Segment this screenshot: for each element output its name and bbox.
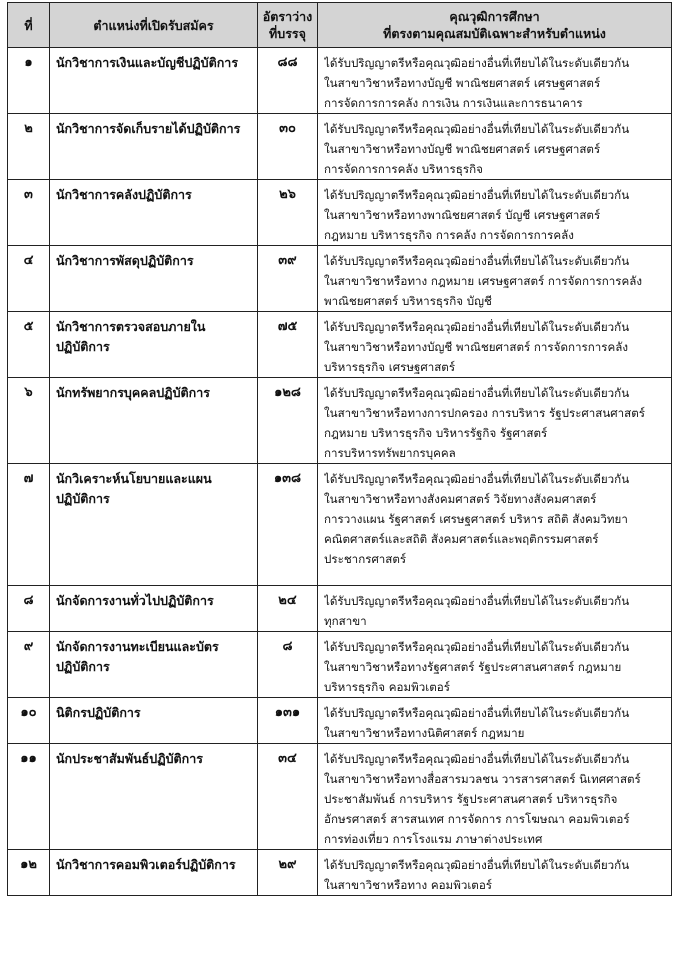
position-cell bbox=[50, 48, 258, 114]
header-count: อัตราว่าง ที่บรรจุ bbox=[258, 3, 318, 48]
row-number: ๕ bbox=[8, 312, 50, 378]
education-line: ในสาขาวิชาหรือทางสังคมศาสตร์ วิจัยทางสังคมศาสตร์ bbox=[324, 492, 597, 506]
document-page bbox=[7, 2, 671, 954]
education-cell bbox=[318, 698, 672, 744]
position-name-line: นักวิชาการพัสดุปฏิบัติการ bbox=[56, 253, 194, 268]
position-name-line: นักทรัพยากรบุคคลปฏิบัติการ bbox=[56, 385, 210, 400]
education-line: การวางแผน รัฐศาสตร์ เศรษฐศาสตร์ บริหาร สถิติ สังคมวิทยา bbox=[324, 512, 628, 526]
header-education: คุณวุฒิการศึกษา ที่ตรงตามคุณสมบัติเฉพาะสำหรับตำแหน่ง bbox=[318, 3, 672, 48]
vacancy-count: ๓๔ bbox=[258, 744, 318, 850]
education-line: ได้รับปริญญาตรีหรือคุณวุฒิอย่างอื่นที่เทียบได้ในระดับเดียวกัน bbox=[324, 472, 630, 486]
row-number: ๑๐ bbox=[8, 698, 50, 744]
education-line: ได้รับปริญญาตรีหรือคุณวุฒิอย่างอื่นที่เทียบได้ในระดับเดียวกัน bbox=[324, 640, 630, 654]
position-name-line: นักวิชาการจัดเก็บรายได้ปฏิบัติการ bbox=[56, 121, 241, 136]
row-number: ๑ bbox=[8, 48, 50, 114]
table-row bbox=[8, 378, 672, 464]
vacancy-count: ๑๒๘ bbox=[258, 378, 318, 464]
position-name-line: นักวิชาการคอมพิวเตอร์ปฏิบัติการ bbox=[56, 857, 236, 872]
education-cell bbox=[318, 312, 672, 378]
vacancy-count: ๓๙ bbox=[258, 246, 318, 312]
education-line: ได้รับปริญญาตรีหรือคุณวุฒิอย่างอื่นที่เทียบได้ในระดับเดียวกัน bbox=[324, 386, 630, 400]
position-name-line: นักวิชาการคลังปฏิบัติการ bbox=[56, 187, 192, 202]
row-number: ๑๑ bbox=[8, 744, 50, 850]
position-name-line: นักวิชาการตรวจสอบภายใน bbox=[56, 319, 206, 334]
education-line: ในสาขาวิชาหรือทางสื่อสารมวลชน วารสารศาสตร์ นิเทศศาสตร์ bbox=[324, 772, 641, 786]
education-cell bbox=[318, 246, 672, 312]
vacancy-count: ๒๔ bbox=[258, 586, 318, 632]
table-row bbox=[8, 698, 672, 744]
education-line: ได้รับปริญญาตรีหรือคุณวุฒิอย่างอื่นที่เทียบได้ในระดับเดียวกัน bbox=[324, 254, 630, 268]
education-line: ในสาขาวิชาหรือทางพาณิชยศาสตร์ บัญชี เศรษฐศาสตร์ bbox=[324, 208, 601, 222]
table-body bbox=[8, 48, 672, 896]
row-number: ๑๒ bbox=[8, 850, 50, 896]
position-cell bbox=[50, 312, 258, 378]
education-line: ได้รับปริญญาตรีหรือคุณวุฒิอย่างอื่นที่เทียบได้ในระดับเดียวกัน bbox=[324, 56, 630, 70]
position-cell bbox=[50, 180, 258, 246]
position-name-line: นักจัดการงานทะเบียนและบัตร bbox=[56, 639, 219, 654]
position-cell bbox=[50, 744, 258, 850]
vacancy-count: ๘ bbox=[258, 632, 318, 698]
row-number: ๖ bbox=[8, 378, 50, 464]
position-cell bbox=[50, 632, 258, 698]
education-line: ได้รับปริญญาตรีหรือคุณวุฒิอย่างอื่นที่เทียบได้ในระดับเดียวกัน bbox=[324, 320, 630, 334]
education-line: ในสาขาวิชาหรือทาง คอมพิวเตอร์ bbox=[324, 878, 493, 892]
education-line: ในสาขาวิชาหรือทางบัญชี พาณิชยศาสตร์ การจัดการการคลัง bbox=[324, 340, 629, 354]
table-row bbox=[8, 464, 672, 586]
vacancy-count: ๑๓๘ bbox=[258, 464, 318, 586]
position-cell bbox=[50, 586, 258, 632]
position-cell bbox=[50, 378, 258, 464]
row-number: ๗ bbox=[8, 464, 50, 586]
vacancy-count: ๒๙ bbox=[258, 850, 318, 896]
position-name-line: นักวิชาการเงินและบัญชีปฏิบัติการ bbox=[56, 55, 239, 70]
table-row bbox=[8, 586, 672, 632]
education-line: กฎหมาย บริหารธุรกิจ บริหารรัฐกิจ รัฐศาสตร์ bbox=[324, 426, 548, 440]
education-line: การท่องเที่ยว การโรงแรม ภาษาต่างประเทศ bbox=[324, 832, 543, 846]
education-line: การจัดการการคลัง การเงิน การเงินและการธนาคาร bbox=[324, 96, 583, 110]
education-line: บริหารธุรกิจ เศรษฐศาสตร์ bbox=[324, 360, 456, 374]
education-line: ประชากรศาสตร์ bbox=[324, 552, 407, 566]
education-cell bbox=[318, 632, 672, 698]
row-number: ๓ bbox=[8, 180, 50, 246]
row-number: ๙ bbox=[8, 632, 50, 698]
education-cell bbox=[318, 744, 672, 850]
education-line: บริหารธุรกิจ คอมพิวเตอร์ bbox=[324, 680, 450, 694]
header-no: ที่ bbox=[8, 3, 50, 48]
position-name-line: ปฏิบัติการ bbox=[56, 659, 110, 674]
education-line: การจัดการการคลัง บริหารธุรกิจ bbox=[324, 162, 483, 176]
table-row bbox=[8, 850, 672, 896]
row-number: ๘ bbox=[8, 586, 50, 632]
education-line: ในสาขาวิชาหรือทางการปกครอง การบริหาร รัฐประศาสนศาสตร์ bbox=[324, 406, 645, 420]
education-line: ได้รับปริญญาตรีหรือคุณวุฒิอย่างอื่นที่เทียบได้ในระดับเดียวกัน bbox=[324, 706, 630, 720]
education-cell bbox=[318, 464, 672, 586]
position-cell bbox=[50, 698, 258, 744]
education-line: ทุกสาขา bbox=[324, 614, 367, 628]
education-line: พาณิชยศาสตร์ บริหารธุรกิจ บัญชี bbox=[324, 294, 492, 308]
row-number: ๒ bbox=[8, 114, 50, 180]
position-name-line: ปฏิบัติการ bbox=[56, 491, 110, 506]
row-number: ๔ bbox=[8, 246, 50, 312]
vacancy-count: ๗๕ bbox=[258, 312, 318, 378]
education-cell bbox=[318, 48, 672, 114]
education-line: ได้รับปริญญาตรีหรือคุณวุฒิอย่างอื่นที่เทียบได้ในระดับเดียวกัน bbox=[324, 752, 630, 766]
education-line: ในสาขาวิชาหรือทางบัญชี พาณิชยศาสตร์ เศรษฐศาสตร์ bbox=[324, 76, 601, 90]
education-line: ได้รับปริญญาตรีหรือคุณวุฒิอย่างอื่นที่เทียบได้ในระดับเดียวกัน bbox=[324, 188, 630, 202]
qualification-table bbox=[7, 2, 672, 896]
vacancy-count: ๓๐ bbox=[258, 114, 318, 180]
table-row bbox=[8, 632, 672, 698]
table-row bbox=[8, 744, 672, 850]
education-line: ประชาสัมพันธ์ การบริหาร รัฐประศาสนศาสตร์ บริหารธุรกิจ bbox=[324, 792, 618, 806]
position-name-line: ปฏิบัติการ bbox=[56, 339, 110, 354]
education-cell bbox=[318, 378, 672, 464]
education-cell bbox=[318, 114, 672, 180]
education-cell bbox=[318, 586, 672, 632]
table-row bbox=[8, 246, 672, 312]
position-cell bbox=[50, 114, 258, 180]
education-line: คณิตศาสตร์และสถิติ สังคมศาสตร์และพฤติกรรมศาสตร์ bbox=[324, 532, 599, 546]
position-name-line: นักวิเคราะห์นโยบายและแผน bbox=[56, 471, 212, 486]
position-cell bbox=[50, 850, 258, 896]
table-row bbox=[8, 312, 672, 378]
education-line: กฎหมาย บริหารธุรกิจ การคลัง การจัดการการคลัง bbox=[324, 228, 574, 242]
vacancy-count: ๒๖ bbox=[258, 180, 318, 246]
education-line: ในสาขาวิชาหรือทาง กฎหมาย เศรษฐศาสตร์ การจัดการการคลัง bbox=[324, 274, 642, 288]
education-line: ได้รับปริญญาตรีหรือคุณวุฒิอย่างอื่นที่เทียบได้ในระดับเดียวกัน bbox=[324, 594, 630, 608]
table-header-row bbox=[8, 3, 672, 48]
table-row bbox=[8, 180, 672, 246]
vacancy-count: ๑๓๑ bbox=[258, 698, 318, 744]
position-cell bbox=[50, 464, 258, 586]
education-line: การบริหารทรัพยากรบุคคล bbox=[324, 446, 456, 460]
education-line: ได้รับปริญญาตรีหรือคุณวุฒิอย่างอื่นที่เทียบได้ในระดับเดียวกัน bbox=[324, 858, 630, 872]
vacancy-count: ๘๘ bbox=[258, 48, 318, 114]
position-cell bbox=[50, 246, 258, 312]
education-line: ในสาขาวิชาหรือทางนิติศาสตร์ กฎหมาย bbox=[324, 726, 525, 740]
education-cell bbox=[318, 180, 672, 246]
table-row bbox=[8, 48, 672, 114]
education-line: ในสาขาวิชาหรือทางรัฐศาสตร์ รัฐประศาสนศาสตร์ กฎหมาย bbox=[324, 660, 622, 674]
education-cell bbox=[318, 850, 672, 896]
education-line: ได้รับปริญญาตรีหรือคุณวุฒิอย่างอื่นที่เทียบได้ในระดับเดียวกัน bbox=[324, 122, 630, 136]
education-line: ในสาขาวิชาหรือทางบัญชี พาณิชยศาสตร์ เศรษฐศาสตร์ bbox=[324, 142, 601, 156]
header-position: ตำแหน่งที่เปิดรับสมัคร bbox=[50, 3, 258, 48]
education-line: อักษรศาสตร์ สารสนเทศ การจัดการ การโฆษณา คอมพิวเตอร์ bbox=[324, 812, 630, 826]
position-name-line: นักจัดการงานทั่วไปปฏิบัติการ bbox=[56, 593, 214, 608]
position-name-line: นิติกรปฏิบัติการ bbox=[56, 705, 141, 720]
position-name-line: นักประชาสัมพันธ์ปฏิบัติการ bbox=[56, 751, 203, 766]
table-row bbox=[8, 114, 672, 180]
